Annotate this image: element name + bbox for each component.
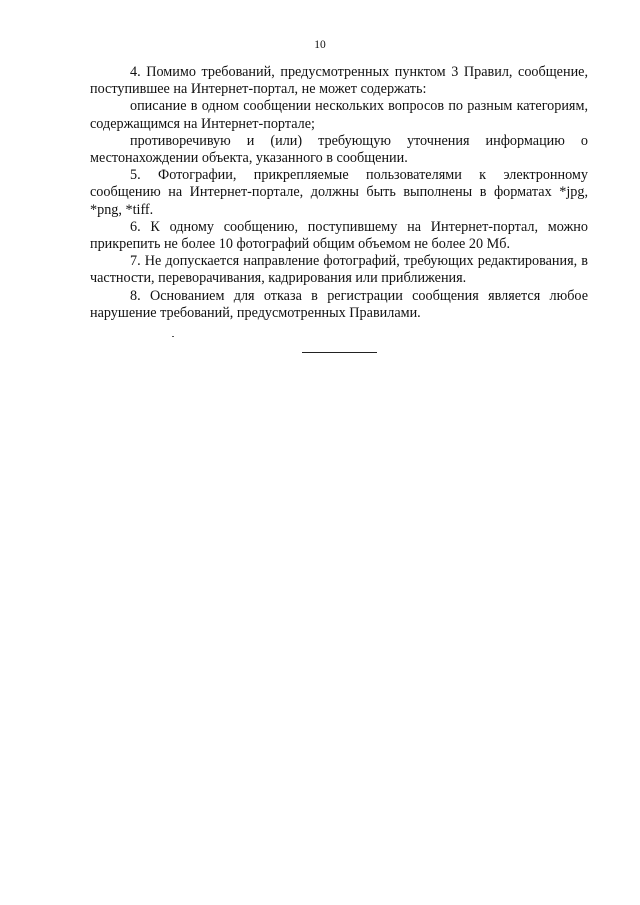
paragraph-5: 5. Фотографии, прикрепляемые пользователями к электронному сообщению на Интернет-портале, должны быть выполнены в форматах *jpg, *png, *tiff. bbox=[90, 167, 588, 218]
paragraph-4-item-2: противоречивую и (или) требующую уточнения информацию о местонахождении объекта, указанного в сообщении. bbox=[90, 132, 588, 167]
paragraph-8: 8. Основанием для отказа в регистрации сообщения является любое нарушение требований, предусмотренных Правилами. bbox=[90, 287, 588, 321]
paragraph-4: 4. Помимо требований, предусмотренных пунктом 3 Правил, сообщение, поступившее на Интернет-портал, не может содержать: bbox=[90, 64, 588, 98]
paragraph-7: 7. Не допускается направление фотографий, требующих редактирования, в частности, переворачивания, кадрирования или приближения. bbox=[90, 253, 588, 287]
document-body bbox=[90, 64, 588, 322]
paragraph-4-item-1: описание в одном сообщении нескольких вопросов по разным категориям, содержащимся на Интернет-портале; bbox=[90, 98, 588, 132]
page-number: 10 bbox=[314, 39, 326, 51]
paragraph-6: 6. К одному сообщению, поступившему на Интернет-портал, можно прикрепить не более 10 фотографий общим объемом не более 20 Мб. bbox=[90, 218, 588, 253]
end-of-text-rule bbox=[302, 352, 377, 353]
scan-speck bbox=[172, 336, 174, 337]
